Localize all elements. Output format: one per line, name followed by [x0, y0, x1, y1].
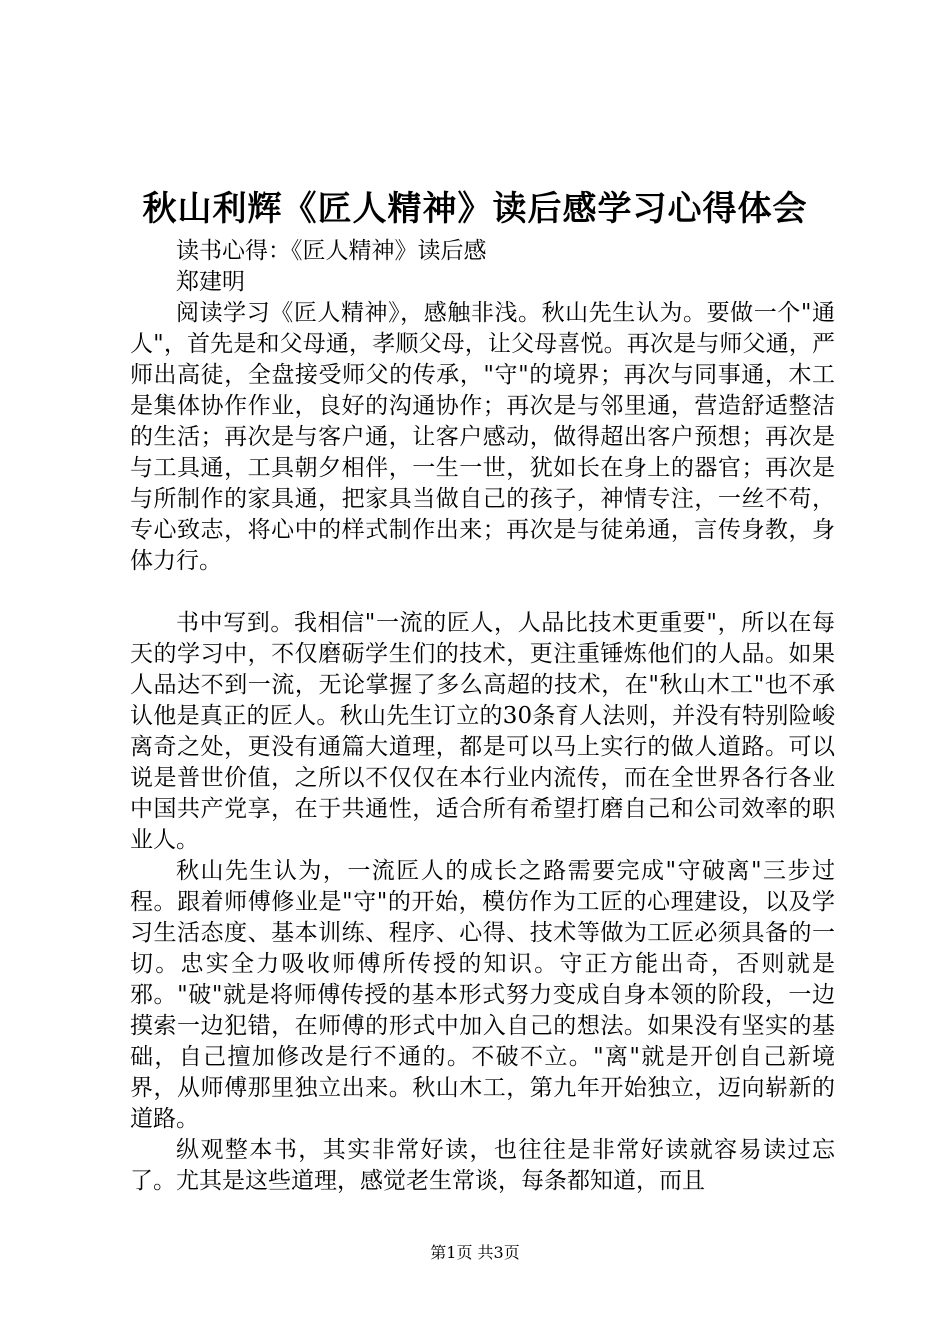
document-author: 郑建明 — [176, 269, 245, 295]
document-subtitle: 读书心得：《匠人精神》读后感 — [176, 238, 487, 264]
paragraph-3: 秋山先生认为，一流匠人的成长之路需要完成"守破离"三步过程。跟着师傅修业是"守"的开始，模仿作为工匠的心理建设，以及学习生活态度、基本训练、程序、心得、技术等做为工匠必须具备的一切。忠实全力吸收师傅所传授的知识。守正方能出奇，否则就是邪。"破"就是将师傅传授的基本形式努力变成自身本领的阶段，一边摸索一边犯错，在师傅的形式中加入自己的想法。如果没有坚实的基础，自己擅加修改是行不通的。不破不立。"离"就是开创自己新境界，从师傅那里独立出来。秋山木工，第九年开始独立，迈向崭新的道路。 — [130, 858, 835, 1132]
page-number: 第1页 共3页 — [430, 1243, 520, 1262]
document-title: 秋山利辉《匠人精神》读后感学习心得体会 — [142, 189, 808, 229]
paragraph-1: 阅读学习《匠人精神》，感触非浅。秋山先生认为。要做一个"通人"，首先是和父母通，孝顺父母，让父母喜悦。再次是与师父通，严师出高徒，全盘接受师父的传承，"守"的境界；再次与同事通，木工是集体协作作业，良好的沟通协作；再次是与邻里通，营造舒适整洁的生活；再次是与客户通，让客户感动，做得超出客户预想；再次是与工具通，工具朝夕相伴，一生一世，犹如长在身上的器官；再次是与所制作的家具通，把家具当做自己的孩子，神情专注，一丝不苟，专心致志，将心中的样式制作出来；再次是与徒弟通，言传身教，身体力行。 — [130, 300, 835, 574]
paragraph-2: 书中写到。我相信"一流的匠人，人品比技术更重要"，所以在每天的学习中，不仅磨砺学生们的技术，更注重锤炼他们的人品。如果人品达不到一流，无论掌握了多么高超的技术，在"秋山木工"也不承认他是真正的匠人。秋山先生订立的30条育人法则，并没有特别险峻离奇之处，更没有通篇大道理，都是可以马上实行的做人道路。可以说是普世价值，之所以不仅仅在本行业内流传，而在全世界各行各业中国共产党享，在于共通性，适合所有希望打磨自己和公司效率的职业人。 — [130, 610, 835, 853]
paragraph-4: 纵观整本书，其实非常好读，也往往是非常好读就容易读过忘了。尤其是这些道理，感觉老生常谈，每条都知道，而且 — [130, 1137, 835, 1194]
document-body — [130, 236, 835, 1197]
